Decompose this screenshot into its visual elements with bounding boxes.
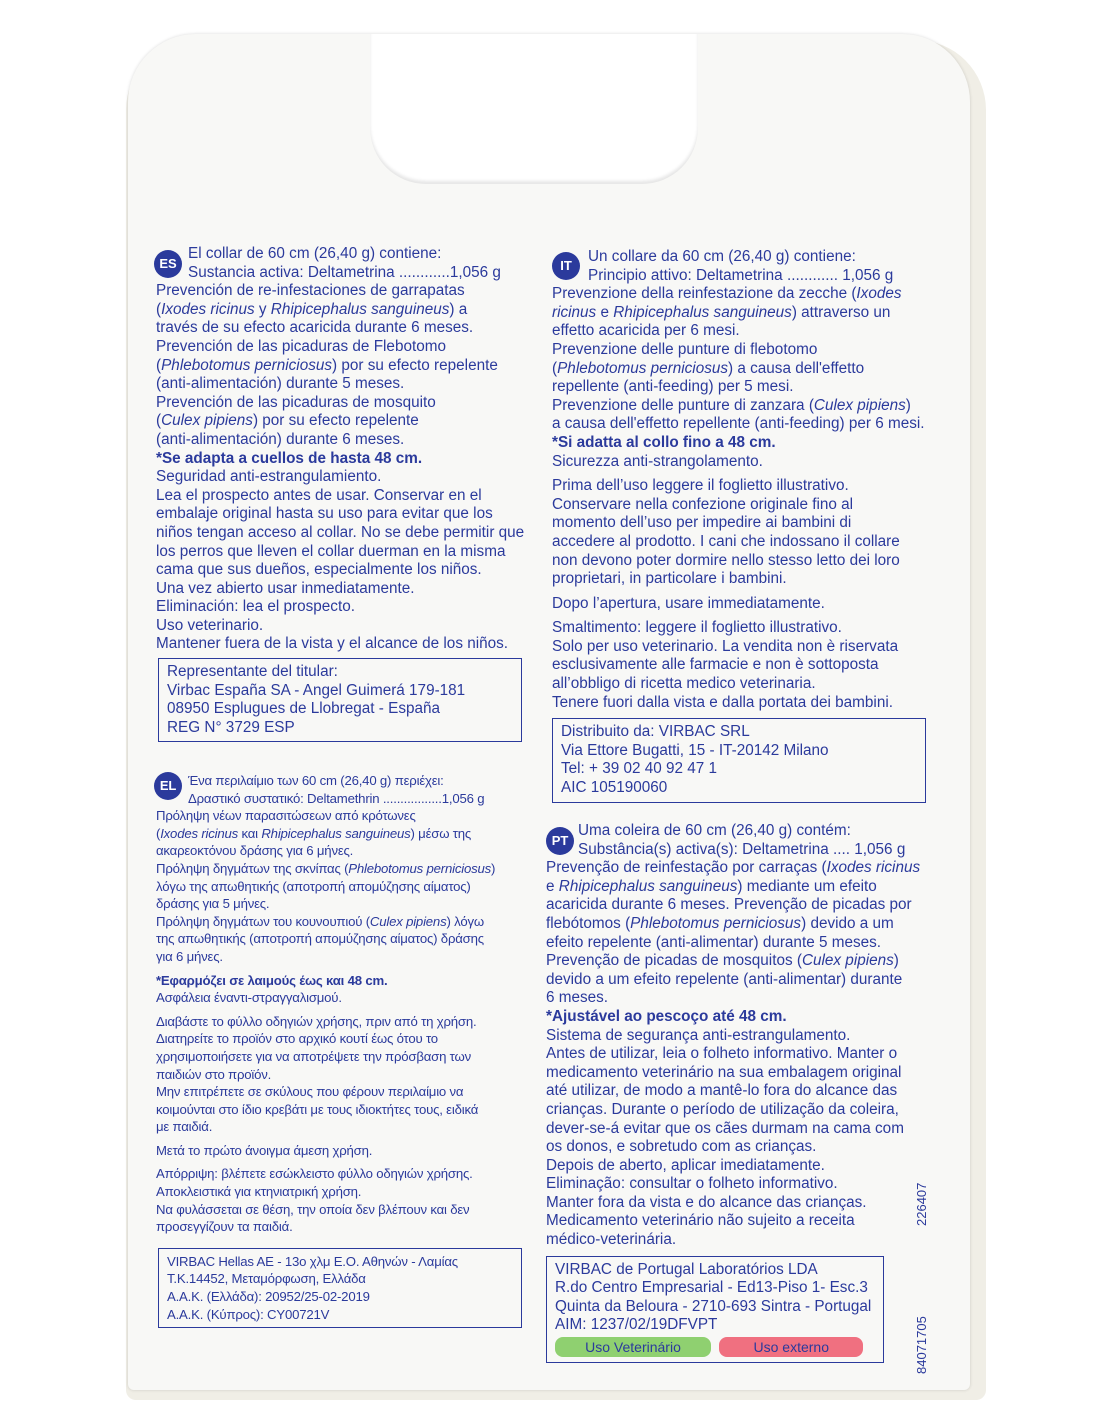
el-box-line: Τ.Κ.14452, Μεταμόρφωση, Ελλάδα (167, 1271, 366, 1287)
pt-adapt: *Ajustável ao pescoço até 48 cm. (546, 1007, 787, 1025)
pt-line: Manter fora da vista e do alcance das crianças. (546, 1193, 867, 1211)
es-line: (Phlebotomus perniciosus) por su efecto repelente (156, 356, 498, 374)
el-line: για 6 μήνες. (156, 948, 223, 964)
uso-veterinario-badge: Uso Veterinário (555, 1337, 711, 1357)
it-line: Prevenzione delle punture di flebotomo (552, 340, 818, 358)
el-line: Μην επιτρέπετε σε σκύλους που φέρουν περιλαίμιο να (156, 1084, 464, 1100)
pt-line: flebótomos (Phlebotomus perniciosus) devido a um (546, 914, 894, 932)
el-line: χρησιμοποιήσετε για να αποτρέψετε την πρόσβαση των (156, 1048, 471, 1064)
el-line: ακαρεοκτόνου δράσης για 6 μήνες. (156, 843, 354, 859)
it-line: Prevenzione della reinfestazione da zecche (Ixodes (552, 285, 902, 303)
el-line: Πρόληψη νέων παρασιτώσεων από κρότωνες (156, 808, 416, 824)
badge-es: ES (154, 250, 182, 278)
el-line: Διαβάστε το φύλλο οδηγιών χρήσης, πριν από τη χρήση. (156, 1013, 477, 1029)
it-line: Tenere fuori dalla vista e dalla portata dei bambini. (552, 693, 893, 711)
it-box-line: AIC 105190060 (561, 779, 668, 797)
badge-pt: PT (546, 827, 574, 855)
es-line: (Culex pipiens) por su efecto repelente (156, 412, 419, 430)
pt-line: devido a um efeito repelente (anti-alimentar) durante (546, 970, 903, 988)
section-pt (546, 822, 936, 1363)
el-line: Διατηρείτε το προϊόν στο αρχικό κουτί έως ότου το (156, 1031, 438, 1047)
it-line: all’obbligo di ricetta medico veterinaria. (552, 675, 816, 693)
el-line: Ένα περιλαίμιο των 60 cm (26,40 g) περιέχει: (188, 773, 444, 788)
es-line: El collar de 60 cm (26,40 g) contiene: (188, 245, 442, 262)
pt-line: os donos, e sobretudo com as crianças. (546, 1138, 817, 1156)
el-line: Απόρριψη: βλέπετε εσώκλειστο φύλλο οδηγιών χρήσης. (156, 1166, 473, 1182)
el-line: Να φυλάσσεται σε θέση, την οποία δεν βλέπουν και δεν (156, 1201, 470, 1217)
pt-line: Eliminação: consultar o folheto informativo. (546, 1175, 838, 1193)
section-el (156, 772, 526, 1328)
pt-holder-box (546, 1256, 884, 1363)
pt-line: médico-veterinária. (546, 1231, 677, 1249)
el-line: Αποκλειστικά για κτηνιατρική χρήση. (156, 1184, 362, 1200)
es-box-line: 08950 Esplugues de Llobregat - España (167, 700, 440, 718)
it-line: ricinus e Rhipicephalus sanguineus) attraverso un (552, 303, 891, 321)
pt-line: efeito repelente (anti-alimentar) durante 5 meses. (546, 933, 882, 951)
es-line: Una vez abierto usar inmediatamente. (156, 579, 415, 597)
it-line: accedere al prodotto. I cani che indossano il collare (552, 532, 900, 550)
pt-box-line: AIM: 1237/02/19DFVPT (555, 1316, 718, 1334)
el-line: Πρόληψη δηγμάτων του κουνουπιού (Culex pipiens) λόγω (156, 913, 484, 929)
it-line: non devono poter dormire nello stesso letto dei loro (552, 551, 900, 569)
it-line: esclusivamente alle farmacie e non è sottoposta (552, 656, 879, 674)
it-line: Conservare nella confezione originale fino al (552, 495, 854, 513)
es-line: Seguridad anti-estrangulamiento. (156, 468, 382, 486)
es-line: Uso veterinario. (156, 616, 264, 634)
el-line: κοιμούνται στο ίδιο κρεβάτι με τους ιδιοκτήτες τους, ειδικά (156, 1101, 479, 1117)
es-line: niños tengan acceso al collar. No se debe permitir que (156, 523, 525, 541)
pt-box-line: R.do Centro Empresarial - Ed13-Piso 1- Esc.3 (555, 1279, 868, 1297)
pt-line: até utilizar, de modo a mantê-lo fora do alcance das (546, 1082, 898, 1100)
it-line: Solo per uso veterinario. La vendita non è riservata (552, 637, 899, 655)
es-line: Sustancia activa: Deltametrina ............1,056 g (188, 263, 501, 281)
es-line: Mantener fuera de la vista y el alcance de los niños. (156, 635, 509, 653)
it-line: repellente (anti-feeding) per 5 mesi. (552, 378, 794, 396)
es-line: (anti-alimentación) durante 6 meses. (156, 430, 405, 448)
es-box-line: Representante del titular: (167, 663, 338, 681)
it-line: Prevenzione delle punture di zanzara (Culex pipiens) (552, 396, 911, 414)
el-line: Ασφάλεια έναντι-στραγγαλισμού. (156, 990, 342, 1006)
badge-el: EL (154, 772, 182, 800)
it-line: Un collare da 60 cm (26,40 g) contiene: (588, 248, 856, 265)
el-line: (Ixodes ricinus και Rhipicephalus sanguineus) μέσω της (156, 825, 472, 841)
pt-line: Prevenção de reinfestação por carraças (Ixodes ricinus (546, 859, 921, 877)
el-line: λόγω της απωθητικής (αποτροπή απομύζησης αίματος) (156, 878, 471, 894)
es-adapt: *Se adapta a cuellos de hasta 48 cm. (156, 449, 423, 467)
it-line: effetto acaricida per 6 mesi. (552, 322, 740, 340)
es-line: través de su efecto acaricida durante 6 meses. (156, 319, 474, 337)
it-line: Smaltimento: leggere il foglietto illustrativo. (552, 619, 842, 637)
it-line: Dopo l’apertura, usare immediatamente. (552, 594, 825, 612)
pt-line: Uma coleira de 60 cm (26,40 g) contém: (578, 822, 851, 839)
it-line: Prima dell’uso leggere il foglietto illustrativo. (552, 477, 849, 495)
code-top: 226407 (914, 1182, 929, 1226)
el-line: Πρόληψη δηγμάτων της σκνίπας (Phlebotomus perniciosus) (156, 860, 496, 876)
it-line: a causa dell'effetto repellente (anti-feeding) per 6 mesi. (552, 415, 925, 433)
pt-line: medicamento veterinário na sua embalagem original (546, 1063, 902, 1081)
el-line: της απωθητικής (αποτροπή απομύζησης αίματος) δράσης (156, 931, 484, 947)
pt-line: e Rhipicephalus sanguineus) mediante um efeito (546, 877, 877, 895)
el-box-line: Α.Α.Κ. (Κύπρος): CY00721V (167, 1306, 330, 1322)
pt-box-line: Quinta da Beloura - 2710-693 Sintra - Portugal (555, 1297, 872, 1315)
pt-line: crianças. Durante o período de utilização da coleira, (546, 1100, 899, 1118)
it-line: (Phlebotomus perniciosus) a causa dell'effetto (552, 359, 865, 377)
es-line: Lea el prospecto antes de usar. Conservar en el (156, 486, 482, 504)
pt-line: 6 meses. (546, 989, 609, 1007)
el-line: προσεγγίζουν τα παιδιά. (156, 1219, 293, 1235)
el-box-line: Α.Α.Κ. (Ελλάδα): 20952/25-02-2019 (167, 1289, 370, 1305)
hanger-hole-shade (370, 34, 698, 184)
pt-line: Prevenção de picadas de mosquitos (Culex pipiens) (546, 952, 899, 970)
es-line: Eliminación: lea el prospecto. (156, 598, 355, 616)
es-line: (Ixodes ricinus y Rhipicephalus sanguineus) a (156, 300, 468, 318)
el-box-line: VIRBAC Hellas AE - 13ο χλμ Ε.Ο. Αθηνών - Λαμίας (167, 1253, 458, 1269)
es-box-line: REG N° 3729 ESP (167, 718, 295, 736)
it-line: momento dell’uso per impedire ai bambini di (552, 514, 852, 532)
pt-line: acaricida durante 6 meses. Prevenção de picadas por (546, 896, 912, 914)
el-line: δράσης για 5 μήνες. (156, 896, 270, 912)
el-adapt: *Εφαρμόζει σε λαιμούς έως και 48 cm. (156, 972, 388, 988)
section-it (552, 248, 942, 803)
pt-line: Substância(s) activa(s): Deltametrina .... 1,056 g (578, 840, 906, 858)
code-bottom: 84071705 (914, 1316, 929, 1374)
it-box-line: Tel: + 39 02 40 92 47 1 (561, 760, 718, 778)
it-box-line: Via Ettore Bugatti, 15 - IT-20142 Milano (561, 741, 829, 759)
uso-externo-badge: Uso externo (719, 1337, 863, 1357)
it-line: Sicurezza anti-strangolamento. (552, 452, 763, 470)
it-line: Principio attivo: Deltametrina ............ 1,056 g (588, 266, 894, 284)
pt-line: Antes de utilizar, leia o folheto informativo. Manter o (546, 1045, 898, 1063)
el-holder-box (158, 1248, 522, 1328)
it-adapt: *Si adatta al collo fino a 48 cm. (552, 433, 776, 451)
pt-box-line: VIRBAC de Portugal Laboratórios LDA (555, 1260, 818, 1278)
it-line: proprietari, in particolare i bambini. (552, 570, 787, 588)
pt-line: dever-se-á evitar que os cães durmam na cama com (546, 1119, 904, 1137)
es-holder-box (158, 658, 522, 742)
el-line: Δραστικό συστατικό: Deltamethrin .................1,056 g (188, 790, 485, 806)
section-es (156, 245, 526, 742)
badge-it: IT (552, 252, 580, 280)
it-distributor-box (552, 718, 926, 802)
pt-line: Sistema de segurança anti-estrangulamento. (546, 1026, 851, 1044)
pt-line: Depois de aberto, aplicar imediatamente. (546, 1156, 825, 1174)
es-line: (anti-alimentación) durante 5 meses. (156, 375, 405, 393)
es-line: embalaje original hasta su uso para evitar que los (156, 505, 493, 523)
es-line: Prevención de re-infestaciones de garrapatas (156, 282, 465, 300)
es-line: Prevención de las picaduras de Flebotomo (156, 337, 446, 355)
pt-line: Medicamento veterinário não sujeito a receita (546, 1212, 855, 1230)
el-line: παιδιών στο προϊόν. (156, 1066, 272, 1082)
es-line: Prevención de las picaduras de mosquito (156, 393, 436, 411)
es-box-line: Virbac España SA - Angel Guimerá 179-181 (167, 681, 466, 699)
it-box-line: Distribuito da: VIRBAC SRL (561, 723, 750, 741)
es-line: cama que sus dueños, especialmente los niños. (156, 561, 482, 579)
el-line: Μετά το πρώτο άνοιγμα άμεση χρήση. (156, 1142, 373, 1158)
el-line: με παιδιά. (156, 1119, 213, 1135)
es-line: los perros que lleven el collar duerman en la misma (156, 542, 506, 560)
